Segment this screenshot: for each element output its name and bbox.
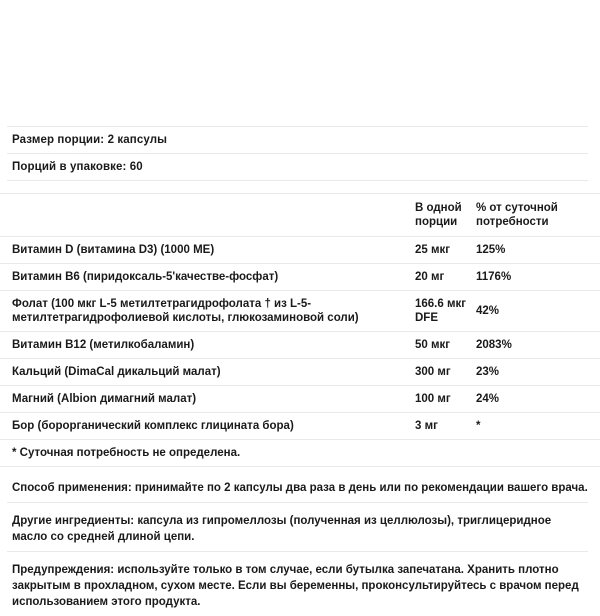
nutrient-daily-value: 125% (476, 237, 600, 264)
table-row (0, 413, 600, 440)
table-row (0, 386, 600, 413)
nutrient-amount: 20 мг (415, 264, 476, 291)
nutrient-name: Кальций (DimaCal дикальций малат) (0, 359, 415, 386)
table-body (0, 237, 600, 440)
table-row (0, 359, 600, 386)
supplement-facts-table (0, 193, 600, 440)
divider-servings (7, 180, 588, 181)
table-header (0, 194, 600, 237)
nutrient-name: Витамин B12 (метилкобаламин) (0, 332, 415, 359)
nutrient-name: Бор (борорганический комплекс глицината бора) (0, 413, 415, 440)
nutrient-daily-value: 1176% (476, 264, 600, 291)
table-header-row (0, 194, 600, 237)
directions-paragraph: Способ применения: принимайте по 2 капсулы два раза в день или по рекомендации вашего врача. (12, 482, 588, 494)
daily-value-footnote: * Суточная потребность не определена. (0, 440, 600, 467)
table-row (0, 332, 600, 359)
servings-per-container-row (0, 154, 600, 180)
serving-size-label: Размер порции: (12, 134, 105, 146)
nutrient-amount: 100 мг (415, 386, 476, 413)
servings-per-container-value: 60 (129, 161, 143, 173)
nutrient-daily-value: * (476, 413, 600, 440)
nutrient-amount: 3 мг (415, 413, 476, 440)
table-row (0, 237, 600, 264)
column-header-nutrient (0, 194, 415, 237)
nutrient-amount: 166.6 мкг DFE (415, 291, 476, 332)
nutrient-daily-value: 42% (476, 291, 600, 332)
serving-size-value: 2 капсулы (107, 134, 168, 146)
other-ingredients-paragraph: Другие ингредиенты: капсула из гипромеллозы (полученная из целлюлозы), триглицеридное масло со средней длиной цепи. (12, 515, 552, 543)
servings-per-container-label: Порций в упаковке: (12, 161, 127, 173)
nutrient-name: Фолат (100 мкг L-5 метилтетрагидрофолата † из L-5-метилтетрагидрофолиевой кислоты, глюкозаминовой соли) (0, 291, 415, 332)
column-header-amount: В одной порции (415, 194, 476, 237)
nutrient-name: Витамин D (витамина D3) (1000 МЕ) (0, 237, 415, 264)
table-row (0, 291, 600, 332)
nutrient-name: Магний (Albion димагний малат) (0, 386, 415, 413)
nutrient-daily-value: 24% (476, 386, 600, 413)
nutrient-daily-value: 2083% (476, 332, 600, 359)
serving-size-row (0, 127, 600, 153)
nutrient-amount: 300 мг (415, 359, 476, 386)
warning-paragraph: Предупреждения: используйте только в том случае, если бутылка запечатана. Хранить плотно закрытым в прохладном, сухом месте. Если вы беременны, проконсультируйтесь с врачом перед использованием этого продукта. (12, 564, 579, 608)
column-header-daily-value: % от суточной потребности (476, 194, 600, 237)
nutrient-name: Витамин B6 (пиридоксаль-5'качестве-фосфат) (0, 264, 415, 291)
nutrient-amount: 50 мкг (415, 332, 476, 359)
nutrient-daily-value: 23% (476, 359, 600, 386)
table-row (0, 264, 600, 291)
nutrient-amount: 25 мкг (415, 237, 476, 264)
